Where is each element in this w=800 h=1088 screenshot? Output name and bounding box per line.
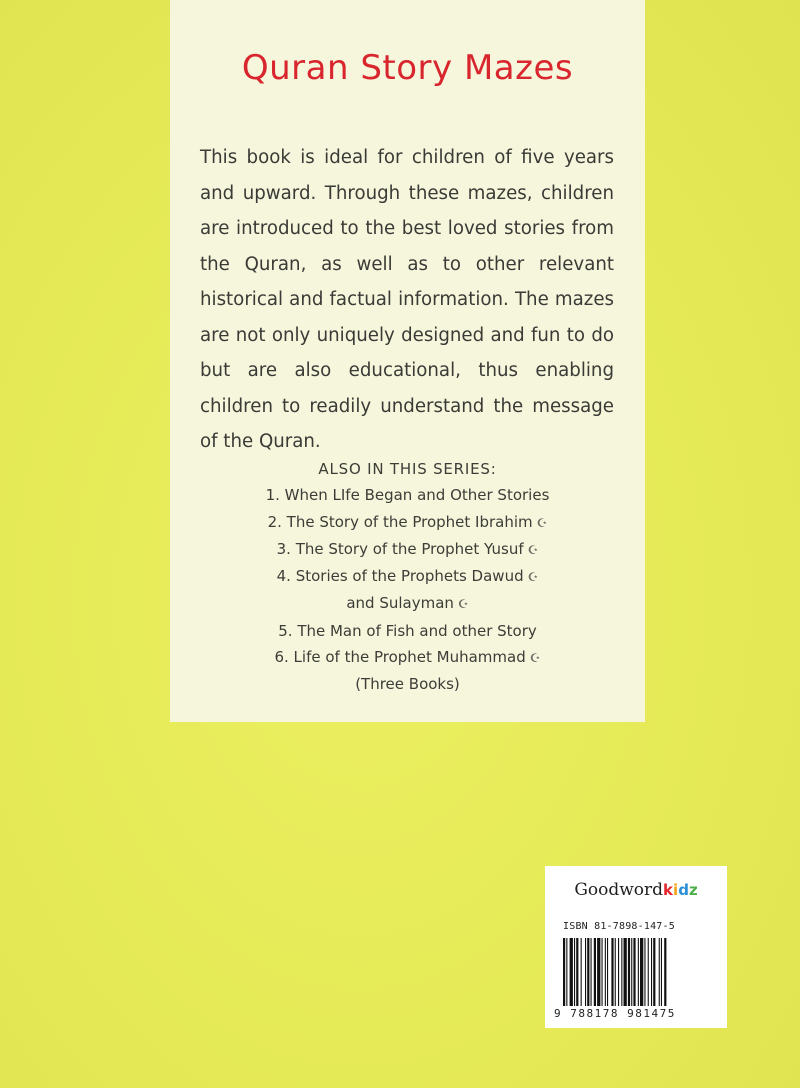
honorific-glyph-icon: ☪ (536, 515, 548, 530)
barcode-digits: 9 788178 981475 (554, 1007, 676, 1020)
series-item: and Sulayman ☪ (346, 594, 469, 613)
book-description: This book is ideal for children of five years and upward. Through these mazes, children are introduced to the best loved stories from the Quran, as well as to other relevant historical and factual information. The mazes are not only uniquely designed and fun to do but are also educational, thus enabling children to readily understand the message of the Quran. (200, 147, 614, 452)
isbn-number: ISBN 81-7898-147-5 (563, 921, 675, 932)
isbn-barcode-box (545, 866, 727, 1028)
honorific-glyph-icon: ☪ (527, 542, 539, 557)
series-item: 3. The Story of the Prophet Yusuf ☪ (276, 539, 539, 558)
series-heading: ALSO IN THIS SERIES: (318, 460, 497, 478)
barcode-icon (563, 938, 713, 1006)
series-item: (Three Books) (355, 675, 460, 694)
series-list (170, 456, 645, 698)
series-item: 5. The Man of Fish and other Story (278, 621, 537, 640)
honorific-glyph-icon: ☪ (529, 651, 541, 666)
book-title: Quran Story Mazes (241, 48, 574, 88)
series-item: 6. Life of the Prophet Muhammad ☪ (274, 648, 541, 667)
series-item: 1. When LIfe Began and Other Stories (265, 486, 550, 505)
text-panel (170, 0, 645, 722)
series-item: 4. Stories of the Prophets Dawud ☪ (276, 567, 539, 586)
honorific-glyph-icon: ☪ (457, 597, 469, 612)
publisher-logo: Goodwordkidz (574, 880, 698, 900)
series-item: 2. The Story of the Prophet Ibrahim ☪ (267, 512, 548, 531)
honorific-glyph-icon: ☪ (527, 570, 539, 585)
